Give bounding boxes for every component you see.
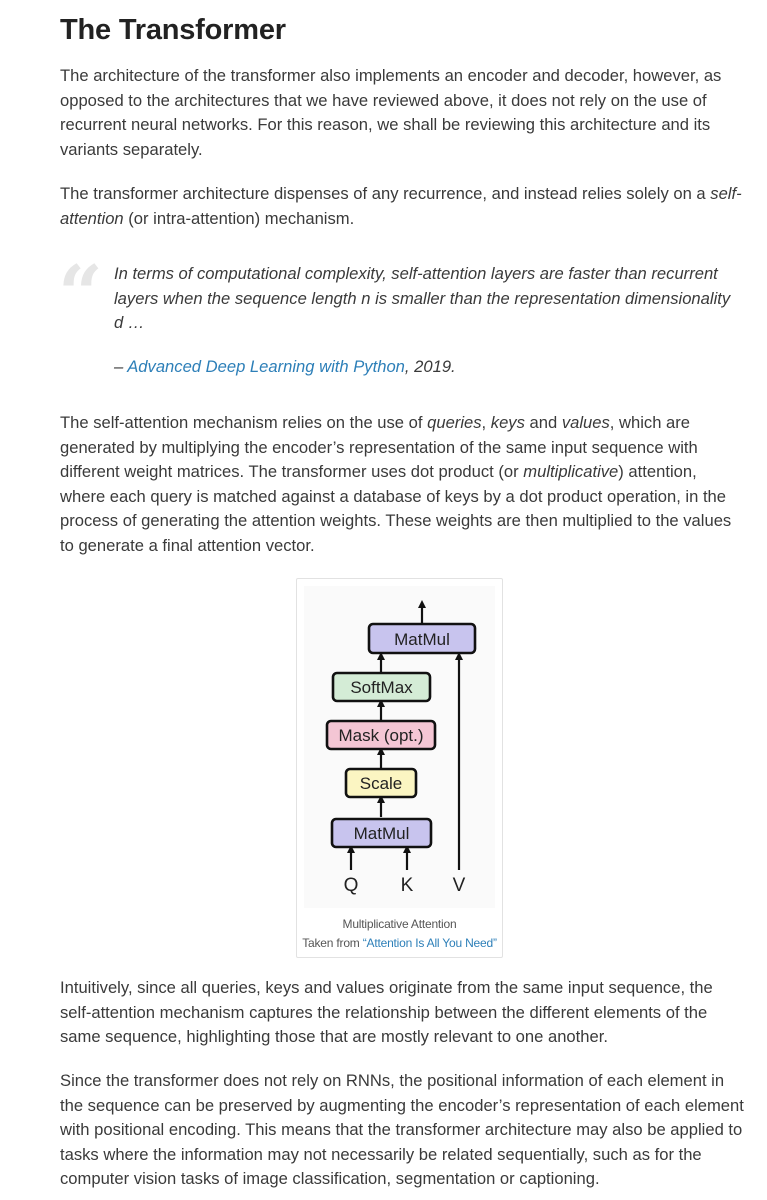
paragraph-text: , which are generated by multiplying the encoder’s representation of the same input sequence with different weight matrices. The transformer uses dot product (or <box>60 413 698 481</box>
citation-year: , 2019. <box>404 357 456 376</box>
k-label: K <box>400 875 414 896</box>
matmul-top-label: MatMul <box>394 630 450 649</box>
emphasis-values: values <box>561 413 610 432</box>
paragraph-text: , <box>481 413 491 432</box>
paragraph-intuition: Intuitively, since all queries, keys and values originate from the same input sequence, the self-attention mechanism captures the relationship between the different elements of the same sequence, highlighting those that are mostly relevant to one another. <box>60 978 713 1046</box>
paragraph-positional-encoding: Since the transformer does not rely on RNNs, the positional information of each element in the sequence can be preserved by augmenting the encoder’s representation of each element with positional encoding. This means that the transformer architecture may also be applied to tasks where the information may not necessarily be related sequentially, such as for the computer vision tasks of image classification, segmentation or captioning. <box>60 1071 744 1188</box>
paragraph-self-attention <box>60 182 744 231</box>
blockquote-citation <box>114 355 456 380</box>
paragraph-text: (or intra-attention) mechanism. <box>123 208 355 228</box>
attention-diagram <box>297 579 502 909</box>
v-label: V <box>452 875 466 896</box>
matmul-bottom-label: MatMul <box>353 824 410 843</box>
q-label: Q <box>343 875 359 896</box>
paragraph-text: and <box>524 413 562 432</box>
citation-dash: – <box>114 357 128 376</box>
quote-icon: “ <box>58 249 103 340</box>
softmax-label: SoftMax <box>350 678 413 697</box>
figure-caption-source <box>297 934 502 952</box>
figure-caption-title: Multiplicative Attention <box>342 917 457 931</box>
paragraph-text: The self-attention mechanism relies on the use of <box>60 413 428 432</box>
emphasis-keys: keys <box>490 413 525 432</box>
page-title: The Transformer <box>60 14 286 46</box>
paragraph-text: The transformer architecture dispenses of any recurrence, and instead relies solely on a <box>60 184 711 203</box>
caption-source-link[interactable]: “Attention Is All You Need” <box>362 936 497 950</box>
caption-prefix: Taken from <box>302 936 363 950</box>
emphasis-self-attention: self-attention <box>60 184 742 228</box>
emphasis-queries: queries <box>427 413 482 432</box>
scale-label: Scale <box>359 774 403 793</box>
citation-source-link[interactable]: Advanced Deep Learning with Python <box>127 357 405 376</box>
paragraph-mechanism <box>60 411 744 558</box>
emphasis-multiplicative: multiplicative <box>523 462 619 481</box>
paragraph-intro: The architecture of the transformer also implements an encoder and decoder, however, as opposed to the architectures that we have reviewed above, it does not rely on the use of recurrent neural networks. For this reason, we shall be reviewing this architecture and its variants separately. <box>60 66 722 159</box>
mask-label: Mask (opt.) <box>338 726 424 745</box>
attention-figure <box>296 578 503 958</box>
blockquote-text: In terms of computational complexity, self-attention layers are faster than recurrent layers when the sequence length n is smaller than the representation dimensionality d … <box>114 264 731 332</box>
paragraph-text: ) attention, where each query is matched against a database of keys by a dot product operation, in the process of generating the attention weights. These weights are then multiplied to the values to generate a final attention vector. <box>60 462 732 555</box>
